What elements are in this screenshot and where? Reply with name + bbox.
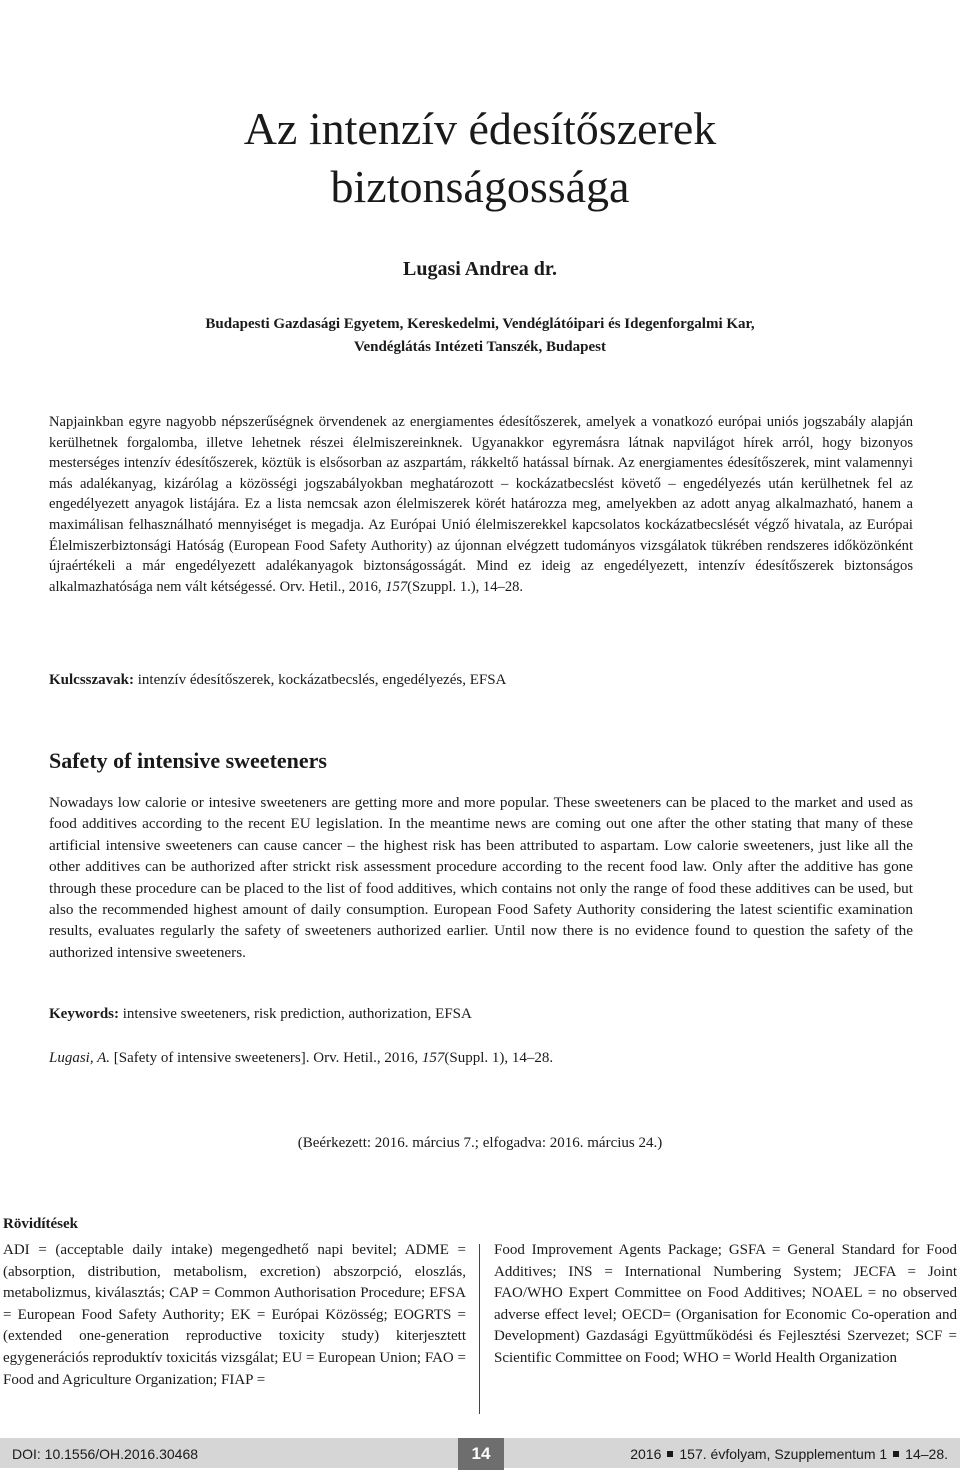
footer-year: 2016	[630, 1446, 662, 1462]
citation-author: Lugasi, A.	[49, 1050, 110, 1066]
affiliation-line-2: Vendéglátás Intézeti Tanszék, Budapest	[354, 339, 606, 355]
footer-issue	[630, 1446, 948, 1462]
square-bullet-icon	[667, 1451, 673, 1457]
abstract-hungarian	[49, 412, 913, 597]
received-dates: (Beérkezett: 2016. március 7.; elfogadva: 2016. március 24.)	[297, 1135, 663, 1151]
title-line-2: biztonságossága	[330, 161, 630, 212]
column-divider	[479, 1244, 480, 1414]
title-line-1: Az intenzív édesítőszerek	[243, 103, 717, 154]
keywords-en-text: intensive sweeteners, risk prediction, authorization, EFSA	[119, 1006, 472, 1022]
keywords-hu-text: intenzív édesítőszerek, kockázatbecslés, engedélyezés, EFSA	[134, 672, 507, 688]
affiliation-line-1: Budapesti Gazdasági Egyetem, Kereskedelmi, Vendéglátóipari és Idegenforgalmi Kar,	[205, 316, 755, 332]
abstract-english: Nowadays low calorie or intesive sweeteners are getting more and more popular. These sweeteners can be placed to the market and used as food additives according to the recent EU legislation. In the meantime news are coming out one after the other stating that many of these artificial intensive sweeteners can cause cancer – the highest risk has been attributed to aspartam. Low calorie sweeteners, just like all the other additives can be authorized after strickt risk assessment procedure according to the recent food law. Only after the additive has gone through these procedure can be placed to the list of food additives, which contains not only the range of food these additives can be used, but also the recommended highest amount of daily consumption. European Food Safety Authority considering the latest scientific examination results, evaluates regularly the safety of sweeteners authorized earlier. Until now there is no evidence found to question the safety of the authorized intensive sweeteners.	[49, 794, 913, 961]
affiliation	[0, 313, 960, 359]
english-title: Safety of intensive sweeteners	[49, 748, 327, 773]
footer-doi: DOI: 10.1556/OH.2016.30468	[12, 1446, 199, 1462]
citation	[49, 1050, 913, 1067]
abstract-hu-text: Napjainkban egyre nagyobb népszerűségnek örvendenek az energiamentes édesítőszerek, amelyek a vonatkozó európai uniós jogszabály alapján kerülhetnek forgalomba, illetve lehetnek részei élelmiszereinknek. Ugyanakkor egyremásra látnak napvilágot hírek arról, hogy bizonyos mesterséges intenzív édesítőszerek, köztük is elsősorban az aszpartám, rákkeltő hatással bírnak. Az energiamentes édesítőszerek, mint valamennyi más adalékanyag, kizárólag a közösségi jogszabályokban meghatározott – kockázatbecslést követő – engedélyezés után kerülhetnek fel az engedélyezett anyagok listájára. Ez a lista nemcsak azon élelmiszerek körét határozza meg, amelyekben az adott anyag alkalmazható, hanem a maximálisan felhasználható mennyiséget is megadja. Az Európai Unió élelmiszerekkel kapcsolatos kockázatbecslését végző hivatala, az Európai Élelmiszerbiztonsági Hatóság (European Food Safety Authority) az újonnan elvégzett tudományos vizsgálatok tükrében rendszeres időközönként újraértékeli a már engedélyezett adalékanyagok biztonságosságát. Mind ez ideig az engedélyezett, intenzív édesítőszerek biztonságos alkalmazhatósága nem vált kétségessé. Orv. Hetil., 2016,	[49, 414, 913, 595]
square-bullet-icon	[893, 1451, 899, 1457]
abstract-hu-tail: (Szuppl. 1.), 14–28.	[407, 578, 524, 595]
page-footer	[0, 1438, 960, 1470]
abbreviations-right-column: Food Improvement Agents Package; GSFA = General Standard for Food Additives; INS = International Numbering System; JECFA = Joint FAO/WHO Expert Committee on Food Additives; NOAEL = no observed adverse effect level; OECD= (Organisation for Economic Co-operation and Development) Gazdasági Együttműködési és Fejlesztési Szervezet; SCF = Scientific Committee on Food; WHO = World Health Organization	[494, 1242, 957, 1366]
abstract-hu-volume: 157	[385, 578, 408, 595]
citation-text: [Safety of intensive sweeteners]. Orv. Hetil., 2016,	[110, 1050, 422, 1066]
abbreviations-heading: Rövidítések	[3, 1216, 78, 1232]
author: Lugasi Andrea dr.	[403, 258, 557, 280]
keywords-en-label: Keywords:	[49, 1006, 119, 1022]
keywords-hungarian	[49, 672, 913, 689]
keywords-hu-label: Kulcsszavak:	[49, 672, 135, 688]
abbreviations-left-column: ADI = (acceptable daily intake) megengedhető napi bevitel; ADME = (absorption, distribution, metabolism, excretion) abszorpció, eloszlás, metabolizmus, kiválasztás; CAP = Common Authorisation Procedure; EFSA = European Food Safety Authority; EK = Európai Közösség; EOGRTS = (extended one-generation reproductive toxicity study) kiterjesztett egygenerációs reproduktív toxicitás vizsgálat; EU = European Union; FAO = Food and Agriculture Organization; FIAP =	[3, 1242, 466, 1388]
citation-volume: 157	[421, 1050, 445, 1066]
footer-pages: 14–28.	[905, 1446, 948, 1462]
page-title	[0, 100, 960, 216]
citation-tail: (Suppl. 1), 14–28.	[444, 1050, 554, 1066]
footer-volume: 157. évfolyam, Szupplementum 1	[679, 1446, 888, 1462]
keywords-english	[49, 1006, 913, 1023]
page-number: 14	[458, 1438, 504, 1470]
